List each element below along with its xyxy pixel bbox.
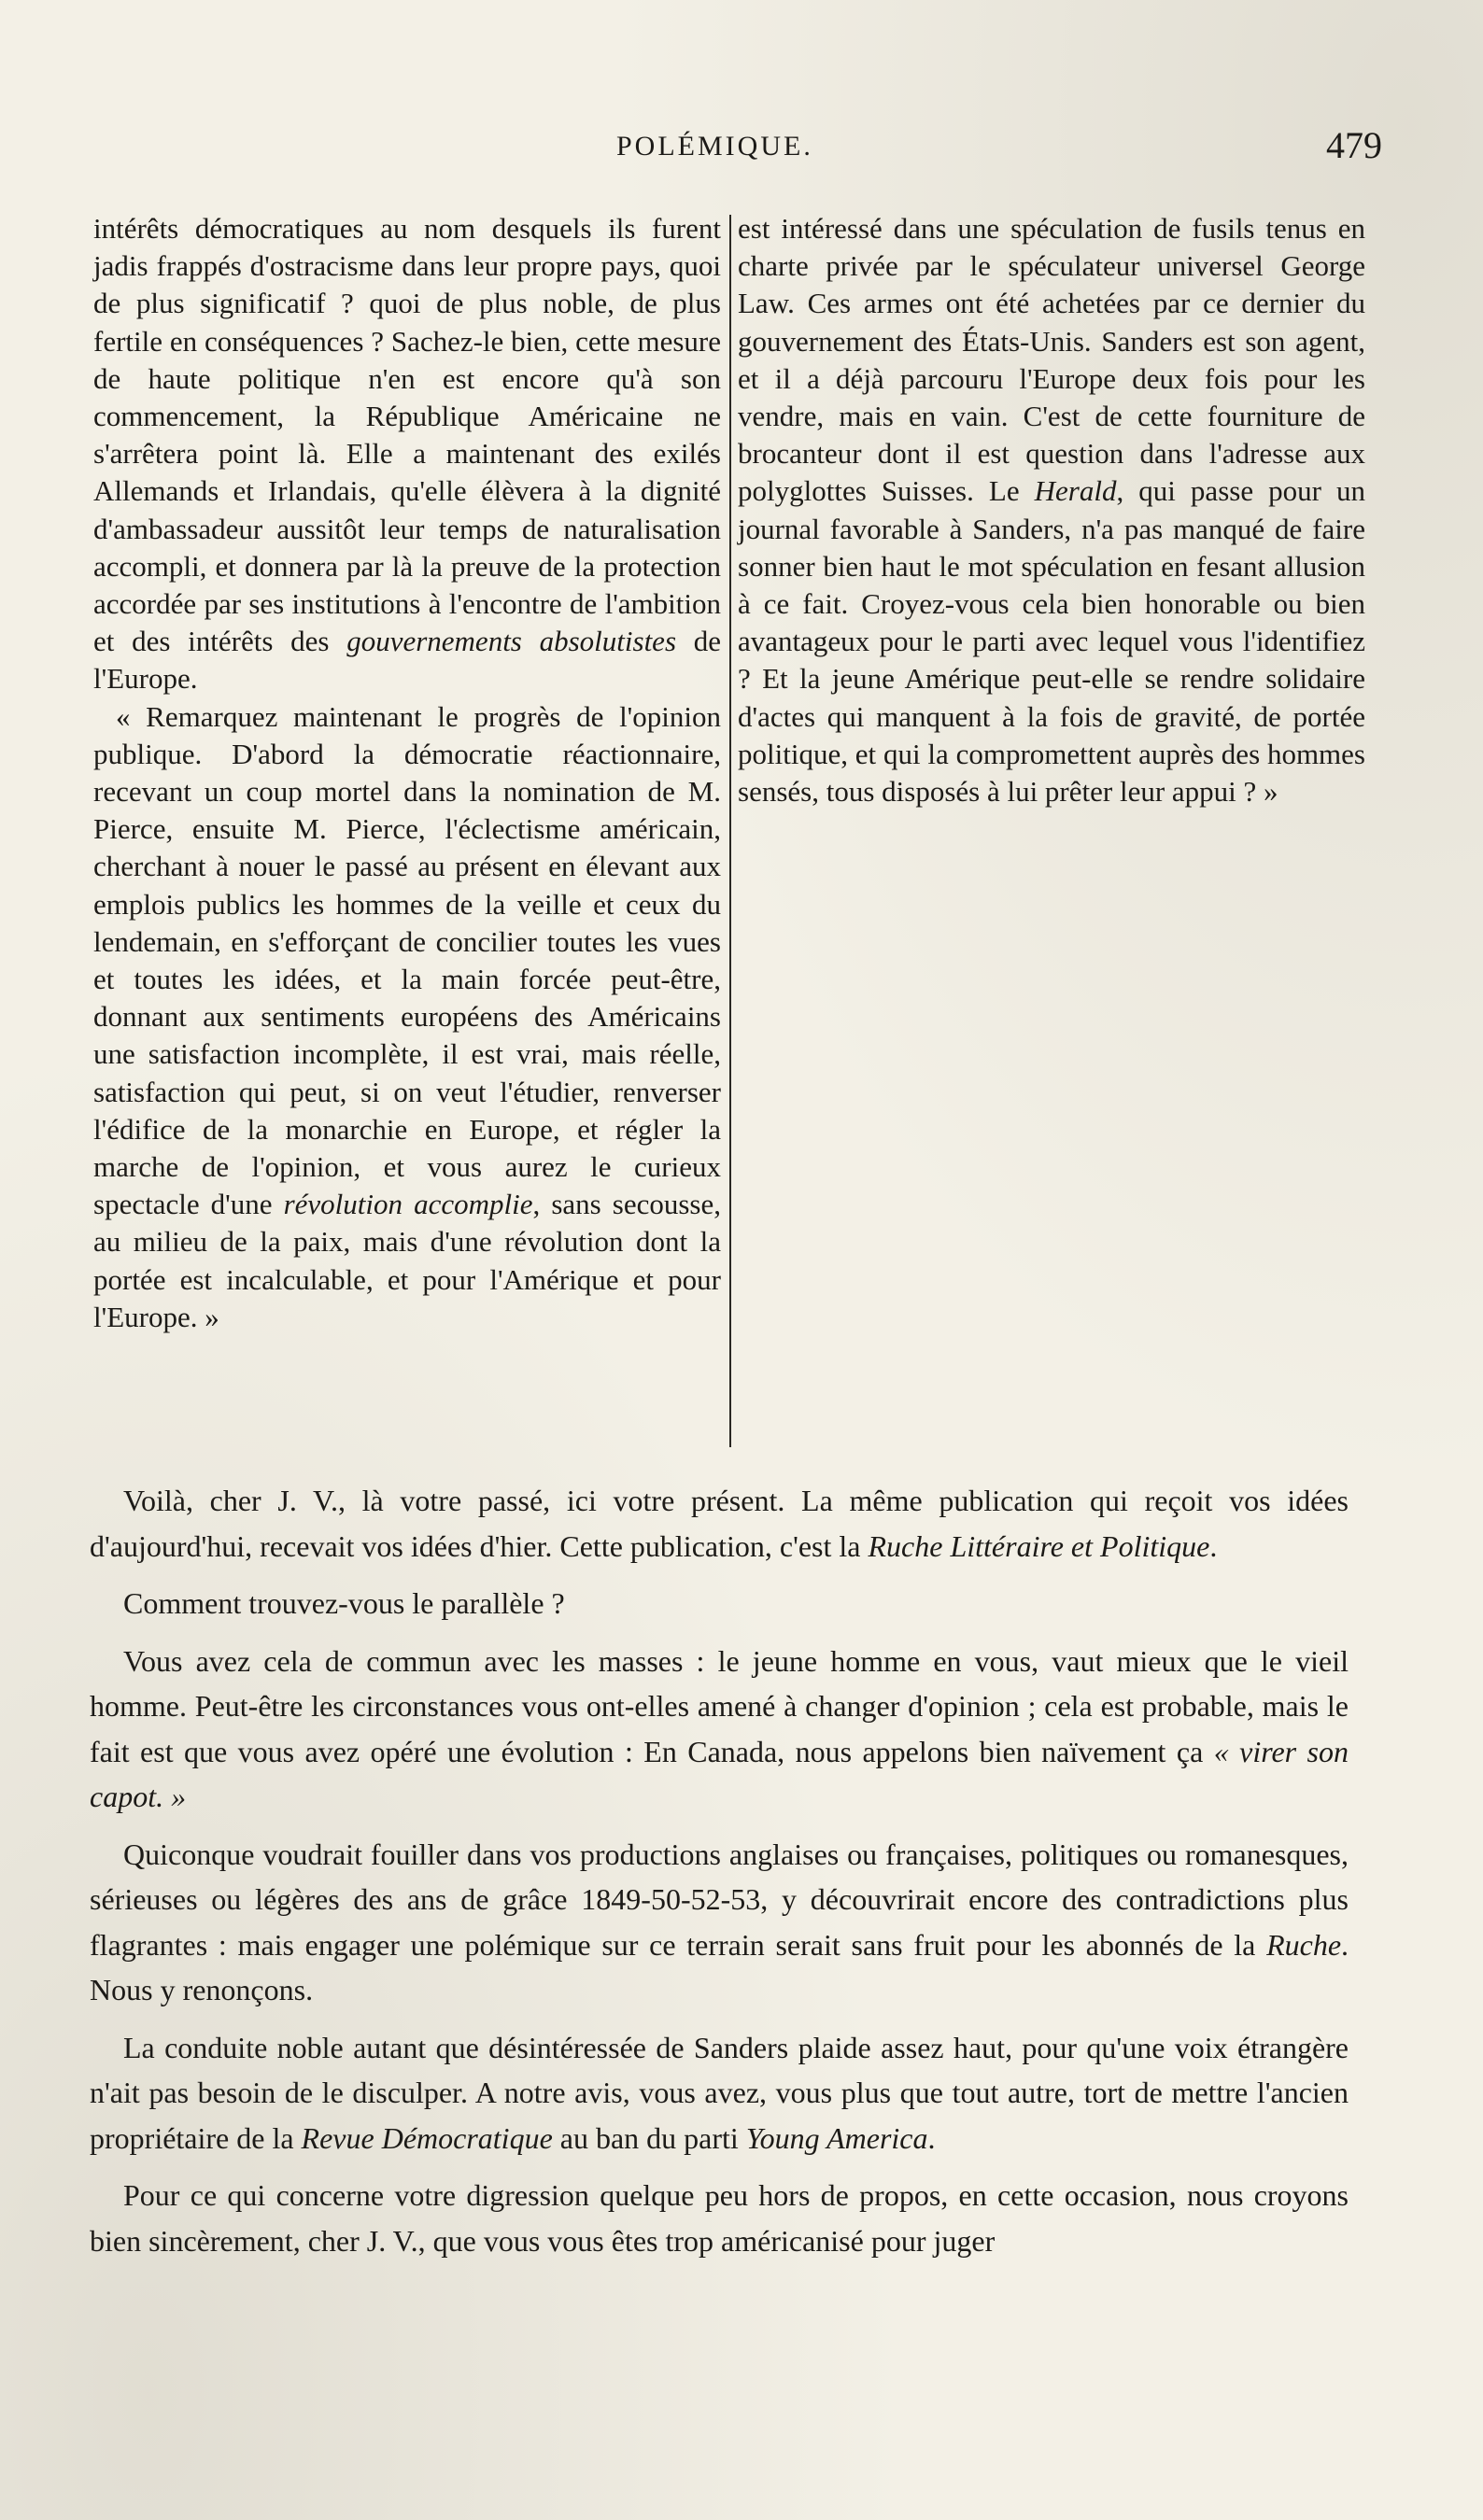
body-paragraph-2: Comment trouvez-vous le parallèle ? [123, 1586, 565, 1620]
body-paragraph-6: Pour ce qui concerne votre digression quelque peu hors de propos, en cette occasion, nous croyons bien sincèrement, cher J. V., que vous vous êtes trop américanisé pour juger [90, 2178, 1349, 2258]
left-column [93, 210, 721, 1336]
running-title: POLÉMIQUE. [616, 131, 813, 162]
body-paragraph-4: Quiconque voudrait fouiller dans vos productions anglaises ou françaises, politiques ou romanesques, sérieuses ou légères des ans de grâce 1849-50-52-53, y découvrirait encore des contradictions plus flagrantes : mais engager une polémique sur ce terrain serait sans fruit pour les abonnés de la Ruche. Nous y renonçons. [90, 1837, 1349, 2006]
column-divider [729, 215, 731, 1447]
right-column [738, 210, 1365, 810]
body-paragraph-1: Voilà, cher J. V., là votre passé, ici votre présent. La même publication qui reçoit vos idées d'aujourd'hui, recevait vos idées d'hier. Cette publication, c'est la Ruche Littéraire et Politique. [90, 1484, 1349, 1563]
two-column-quotation [93, 210, 1382, 1452]
left-paragraph-1: intérêts démocratiques au nom desquels ils furent jadis frappés d'ostracisme dans leur propre pays, quoi de plus significatif ? quoi de plus noble, de plus fertile en conséquences ? Sachez-le bien, cette mesure de haute politique n'en est encore qu'à son commencement, la République Américaine ne s'arrêtera point là. Elle a maintenant des exilés Allemands et Irlandais, qu'elle élèvera à la dignité d'ambassadeur aussitôt leur temps de naturalisation accompli, et donnera par là la preuve de la protection accordée par ses institutions à l'encontre de l'ambition et des intérêts des gouvernements absolutistes de l'Europe. [93, 212, 722, 696]
page-number: 479 [1326, 124, 1382, 166]
body-paragraph-5: La conduite noble autant que désintéressée de Sanders plaide assez haut, pour qu'une voix étrangère n'ait pas besoin de le disculper. A notre avis, vous avez, vous plus que tout autre, tort de mettre l'ancien propriétaire de la Revue Démocratique au ban du parti Young America. [90, 2030, 1349, 2155]
main-body [90, 1478, 1349, 2275]
page-header [93, 123, 1382, 179]
body-paragraph-3: Vous avez cela de commun avec les masses : le jeune homme en vous, vaut mieux que le vieil homme. Peut-être les circonstances vous ont-elles amené à changer d'opinion ; cela est probable, mais le fait est que vous avez opéré une évolution : En Canada, nous appelons bien naïvement ça « virer son capot. » [90, 1643, 1349, 1813]
left-paragraph-2: « Remarquez maintenant le progrès de l'opinion publique. D'abord la démocratie réactionnaire, recevant un coup mortel dans la nomination de M. Pierce, ensuite M. Pierce, l'éclectisme américain, cherchant à nouer le passé au présent en élevant aux emplois publics les hommes de la veille et ceux du lendemain, en s'efforçant de concilier toutes les vues et toutes les idées, et la main forcée peut-être, donnant aux sentiments européens des Américains une satisfaction incomplète, il est vrai, mais réelle, satisfaction qui peut, si on veut l'étudier, renverser l'édifice de la monarchie en Europe, et régler la marche de l'opinion, et vous aurez le curieux spectacle d'une révolution accomplie, sans secousse, au milieu de la paix, mais d'une révolution dont la portée est incalculable, et pour l'Amérique et pour l'Europe. » [93, 699, 721, 1333]
right-paragraph: est intéressé dans une spéculation de fusils tenus en charte privée par le spéculateur universel George Law. Ces armes ont été achetées par ce dernier du gouvernement des États-Unis. Sanders est son agent, et il a déjà parcouru l'Europe deux fois pour les vendre, mais en vain. C'est de cette fourniture de brocanteur dont il est question dans l'adresse aux polyglottes Suisses. Le Herald, qui passe pour un journal favorable à Sanders, n'a pas manqué de faire sonner bien haut le mot spéculation en fesant allusion à ce fait. Croyez-vous cela bien honorable ou bien avantageux pour le parti avec lequel vous l'identifiez ? Et la jeune Amérique peut-elle se rendre solidaire d'actes qui manquent à la fois de gravité, de portée politique, et qui la compromettent auprès des hommes sensés, tous disposés à lui prêter leur appui ? » [738, 212, 1365, 809]
